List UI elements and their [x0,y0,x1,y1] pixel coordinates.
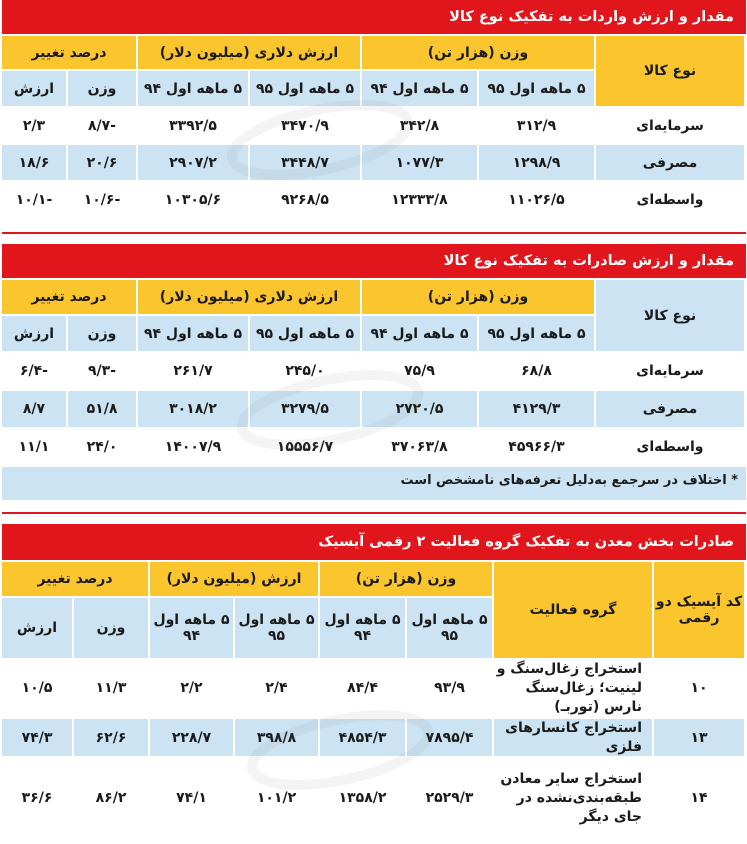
change-header: درصد تغییر [1,35,137,70]
exports-title: مقدار و ارزش صادرات به تفکیک نوع کالا [2,244,746,278]
goods-type-header: نوع کالا [595,279,745,352]
cell: ۴۵۹۶۶/۳ [478,428,595,466]
row-activity: استخراج سایر معادن طبقه‌بندی‌نشده در جای دیگر [493,757,653,839]
row-code: ۱۴ [653,757,745,839]
cell: ۱۱/۱ [1,428,67,466]
mining-title: صادرات بخش معدن به تفکیک گروه فعالیت ۲ رقمی آیسیک [2,524,746,560]
cell: ۹۲۶۸/۵ [249,181,361,218]
row-activity: استخراج کانسارهای فلزی [493,718,653,758]
value-header: ارزش دلاری (میلیون دلار) [137,35,361,70]
goods-type-header: نوع کالا [595,35,745,107]
mining-section [2,524,746,840]
activity-header: گروه فعالیت [493,561,653,659]
cell: ۸۶/۲ [73,757,149,839]
cell: ۴۸۵۴/۳ [319,718,406,758]
cell: ۲۶۱/۷ [137,352,249,390]
change-value-header: ارزش [1,315,67,352]
table-row [1,390,745,428]
row-label: واسطه‌ای [595,428,745,466]
divider [2,232,746,234]
weight-95-header: ۵ ماهه اول ۹۵ [478,315,595,352]
change-value-header: ارزش [1,597,73,659]
value-header: ارزش دلاری (میلیون دلار) [137,279,361,315]
cell: ۳۰۱۸/۲ [137,390,249,428]
cell: ۱۵۵۵۶/۷ [249,428,361,466]
row-label: سرمایه‌ای [595,352,745,390]
cell: ۱۸/۶ [1,144,67,181]
cell: ۳۹۸/۸ [234,718,319,758]
cell: ۳۷۰۶۳/۸ [361,428,478,466]
weight-header: وزن (هزار تن) [361,35,595,70]
cell: ۲۹۰۷/۲ [137,144,249,181]
value-95-header: ۵ ماهه اول ۹۵ [249,315,361,352]
cell: ۲/۴ [234,659,319,718]
footnote: * اختلاف در سرجمع به‌دلیل تعرفه‌های نامشخص است [2,467,746,500]
row-label: مصرفی [595,390,745,428]
cell: ۲۲۸/۷ [149,718,234,758]
cell: ۳۴۷۰/۹ [249,107,361,144]
cell: ۳۱۲/۹ [478,107,595,144]
table-row [1,659,745,718]
imports-section [2,0,746,219]
value-94-header: ۵ ماهه اول ۹۴ [149,597,234,659]
cell: ۱۲۹۸/۹ [478,144,595,181]
mining-table [0,560,746,840]
cell: ۲۷۲۰/۵ [361,390,478,428]
cell: ۳۴۲/۸ [361,107,478,144]
cell: ۲۴/۰ [67,428,137,466]
change-weight-header: وزن [67,70,137,107]
table-row [1,718,745,758]
weight-95-header: ۵ ماهه اول ۹۵ [478,70,595,107]
table-row [1,107,745,144]
cell: -۸/۷ [67,107,137,144]
table-row [1,428,745,466]
exports-section [2,244,746,500]
change-weight-header: وزن [67,315,137,352]
row-activity: استخراج زغال‌سنگ و لینیت؛ زغال‌سنگ نارس (توربـ) [493,659,653,718]
cell: ۱۳۵۸/۲ [319,757,406,839]
cell: ۳۳۹۲/۵ [137,107,249,144]
weight-header: وزن (هزار تن) [319,561,493,597]
cell: ۳۲۷۹/۵ [249,390,361,428]
value-95-header: ۵ ماهه اول ۹۵ [249,70,361,107]
row-label: واسطه‌ای [595,181,745,218]
row-label: سرمایه‌ای [595,107,745,144]
value-94-header: ۵ ماهه اول ۹۴ [137,315,249,352]
cell: ۹۳/۹ [406,659,493,718]
weight-header: وزن (هزار تن) [361,279,595,315]
cell: ۴۱۲۹/۳ [478,390,595,428]
cell: ۸/۷ [1,390,67,428]
cell: ۱۰۳۰۵/۶ [137,181,249,218]
cell: ۱۱۰۲۶/۵ [478,181,595,218]
cell: ۵۱/۸ [67,390,137,428]
cell: -۱۰/۶ [67,181,137,218]
cell: ۶۲/۶ [73,718,149,758]
cell: ۲/۲ [149,659,234,718]
value-95-header: ۵ ماهه اول ۹۵ [234,597,319,659]
weight-94-header: ۵ ماهه اول ۹۴ [361,70,478,107]
cell: ۳۴۴۸/۷ [249,144,361,181]
cell: -۶/۴ [1,352,67,390]
cell: -۱۰/۱ [1,181,67,218]
change-value-header: ارزش [1,70,67,107]
cell: ۶۸/۸ [478,352,595,390]
row-code: ۱۰ [653,659,745,718]
cell: ۱۱/۳ [73,659,149,718]
cell: ۷۸۹۵/۴ [406,718,493,758]
change-weight-header: وزن [73,597,149,659]
cell: ۲۰/۶ [67,144,137,181]
cell: ۱۰/۵ [1,659,73,718]
table-row [1,144,745,181]
weight-94-header: ۵ ماهه اول ۹۴ [361,315,478,352]
table-row [1,181,745,218]
value-header: ارزش (میلیون دلار) [149,561,319,597]
cell: ۱۰۷۷/۳ [361,144,478,181]
table-row [1,757,745,839]
exports-table [0,278,746,467]
cell: ۷۴/۳ [1,718,73,758]
cell: ۱۲۳۳۳/۸ [361,181,478,218]
change-header: درصد تغییر [1,279,137,315]
cell: ۷۴/۱ [149,757,234,839]
cell: ۳۶/۶ [1,757,73,839]
imports-title: مقدار و ارزش واردات به تفکیک نوع کالا [2,0,746,34]
cell: -۹/۳ [67,352,137,390]
cell: ۲۵۲۹/۳ [406,757,493,839]
divider [2,512,746,514]
value-94-header: ۵ ماهه اول ۹۴ [137,70,249,107]
cell: ۱۰۱/۲ [234,757,319,839]
weight-95-header: ۵ ماهه اول ۹۵ [406,597,493,659]
weight-94-header: ۵ ماهه اول ۹۴ [319,597,406,659]
row-label: مصرفی [595,144,745,181]
row-code: ۱۳ [653,718,745,758]
table-row [1,352,745,390]
cell: ۸۴/۴ [319,659,406,718]
cell: ۲۴۵/۰ [249,352,361,390]
change-header: درصد تغییر [1,561,149,597]
isic-code-header: کد آیسیک دو رقمی [653,561,745,659]
cell: ۱۴۰۰۷/۹ [137,428,249,466]
cell: ۷۵/۹ [361,352,478,390]
cell: ۲/۳ [1,107,67,144]
imports-table [0,34,746,219]
